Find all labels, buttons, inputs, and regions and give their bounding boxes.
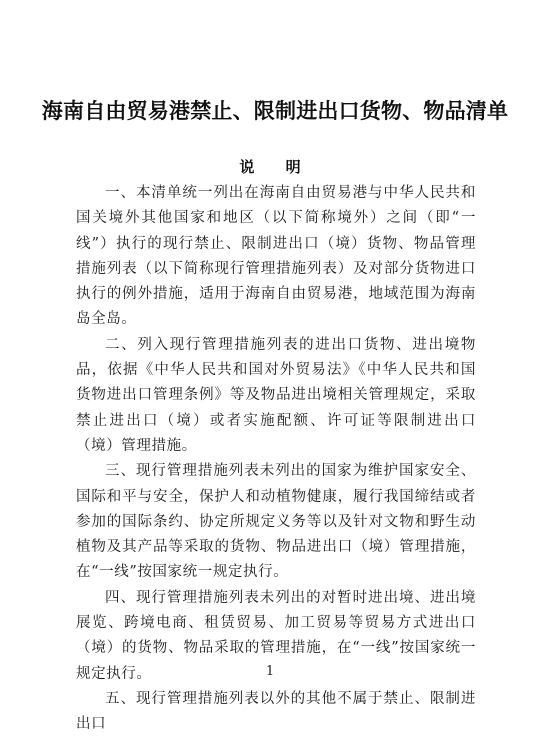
paragraph-2: 二、列入现行管理措施列表的进出口货物、进出境物品，依据《中华人民共和国对外贸易法》《中华人民共和国货物进出口管理条例》等及物品进出境相关管理规定，采取禁止进出口（境）或者实施配额、许可证等限制进出口（境）管理措施。 [76,336,476,454]
paragraph-1: 一、本清单统一列出在海南自由贸易港与中华人民共和国关境外其他国家和地区（以下简称境外）之间（即“一线”）执行的现行禁止、限制进出口（境）货物、物品管理措施列表（以下简称现行管理措施列表）及对部分货物进口执行的例外措施，适用于海南自由贸易港，地域范围为海南岛全岛。 [76,185,476,328]
paragraph-3: 三、现行管理措施列表未列出的国家为维护国家安全、国际和平与安全，保护人和动植物健康，履行我国缔结或者参加的国际条约、协定所规定义务等以及针对文物和野生动植物及其产品等采取的货物、物品进出口（境）管理措施，在“一线”按国家统一规定执行。 [76,463,476,581]
page-number: 1 [265,664,275,679]
paragraph-5: 五、现行管理措施列表以外的其他不属于禁止、限制进出口 [76,690,476,733]
document-title: 海南自由贸易港禁止、限制进出口货物、物品清单 [41,98,509,123]
document-body [76,181,476,738]
section-heading: 说 明 [239,158,314,176]
paragraph-4: 四、现行管理措施列表未列出的对暂时进出境、进出境展览、跨境电商、租赁贸易、加工贸易等贸易方式进出口（境）的货物、物品采取的管理措施，在“一线”按国家统一规定执行。 [76,589,476,682]
